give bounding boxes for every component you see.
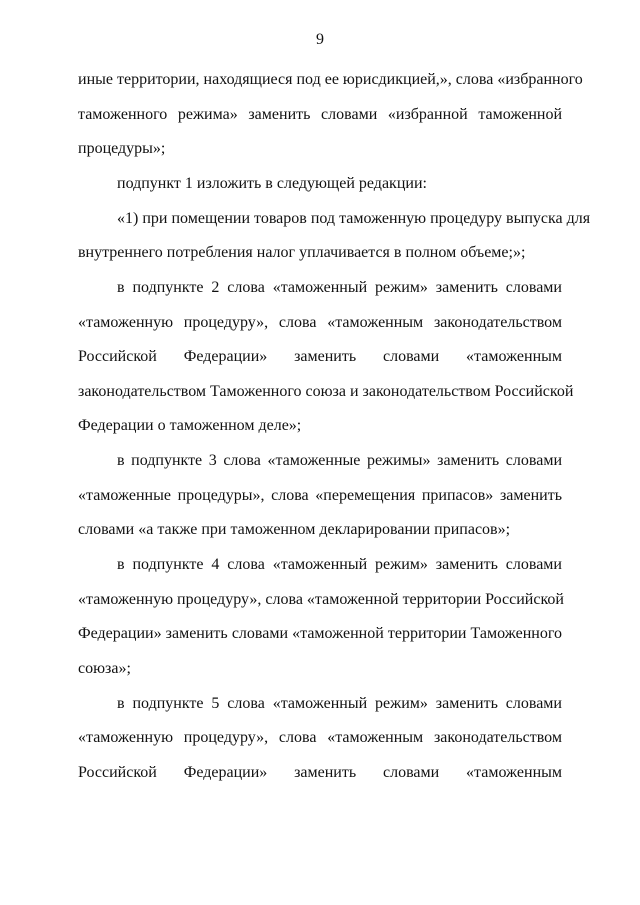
text-line: «таможенную процедуру», слова «таможенной территории Российской xyxy=(78,591,564,608)
text-line: внутреннего потребления налог уплачивается в полном объеме;»; xyxy=(78,244,526,261)
text-line: Федерации о таможенном деле»; xyxy=(78,417,302,434)
text-line: Федерации» заменить словами «таможенной территории Таможенного xyxy=(78,625,562,642)
text-line: «1) при помещении товаров под таможенную процедуру выпуска для xyxy=(117,210,591,227)
text-line: Российской Федерации» заменить словами «таможенным xyxy=(78,348,562,365)
text-line: в подпункте 4 слова «таможенный режим» заменить словами xyxy=(117,556,562,573)
text-line: законодательством Таможенного союза и законодательством Российской xyxy=(78,383,574,400)
text-line: союза»; xyxy=(78,660,131,677)
text-line: таможенного режима» заменить словами «избранной таможенной xyxy=(78,106,562,123)
text-line: Российской Федерации» заменить словами «таможенным xyxy=(78,764,562,781)
text-line: «таможенную процедуру», слова «таможенным законодательством xyxy=(78,729,562,746)
text-line: словами «а также при таможенном декларировании припасов»; xyxy=(78,521,511,538)
text-line: в подпункте 3 слова «таможенные режимы» заменить словами xyxy=(117,452,562,469)
text-line: «таможенную процедуру», слова «таможенным законодательством xyxy=(78,314,562,331)
text-line: процедуры»; xyxy=(78,140,166,157)
text-line: в подпункте 5 слова «таможенный режим» заменить словами xyxy=(117,695,562,712)
text-line: иные территории, находящиеся под ее юрисдикцией,», слова «избранного xyxy=(78,71,583,88)
text-line: «таможенные процедуры», слова «перемещения припасов» заменить xyxy=(78,487,562,504)
text-line: подпункт 1 изложить в следующей редакции: xyxy=(117,175,427,192)
text-line: в подпункте 2 слова «таможенный режим» заменить словами xyxy=(117,279,562,296)
page-number: 9 xyxy=(316,31,324,48)
